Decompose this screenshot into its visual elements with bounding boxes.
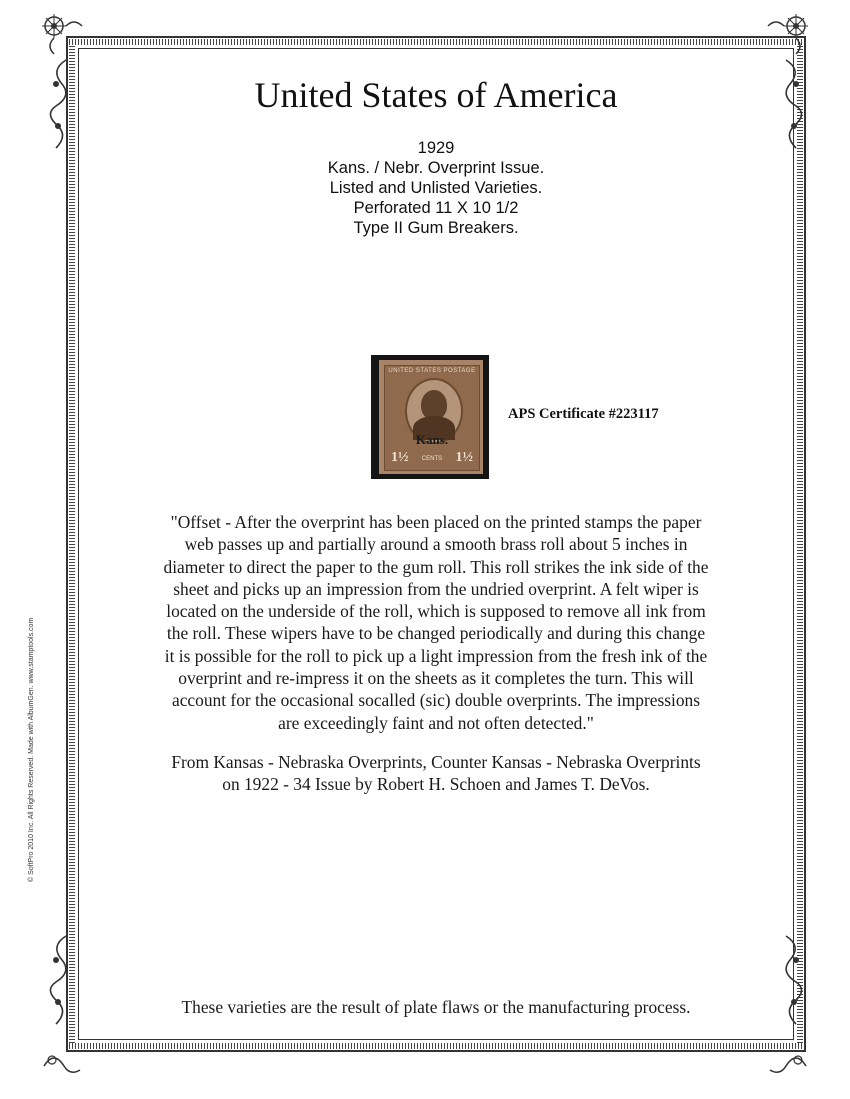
corner-ornament-icon bbox=[40, 12, 86, 58]
certificate-label: APS Certificate #223117 bbox=[508, 406, 659, 422]
issue-perforation: Perforated 11 X 10 1/2 bbox=[353, 199, 519, 217]
scroll-ornament-icon bbox=[778, 932, 808, 1042]
footer-note: These varieties are the result of plate flaws or the manufacturing process. bbox=[181, 997, 691, 1017]
stamp-mount bbox=[371, 355, 489, 479]
stamp-overprint: Kans. bbox=[415, 432, 449, 447]
page-title: United States of America bbox=[254, 75, 618, 115]
corner-ornament-icon bbox=[764, 12, 810, 58]
issue-name: Kans. / Nebr. Overprint Issue. bbox=[327, 159, 545, 177]
scroll-ornament-icon bbox=[44, 932, 74, 1042]
corner-ornament-icon bbox=[764, 1036, 810, 1082]
quote-line: account for the occasional socalled (sic) double overprints. The impressions bbox=[171, 690, 700, 711]
issue-description bbox=[236, 138, 636, 238]
issue-varieties: Listed and Unlisted Varieties. bbox=[329, 179, 543, 197]
stamp-image bbox=[379, 360, 483, 474]
stamp-value-right: 1½ bbox=[455, 450, 473, 465]
quote-line: located on the underside of the roll, which is supposed to remove all ink from bbox=[166, 601, 706, 622]
issue-year: 1929 bbox=[417, 139, 455, 157]
stamp-cents-label: CENTS bbox=[421, 456, 443, 462]
offset-quote bbox=[118, 511, 754, 734]
quote-line: sheet and picks up an impression from the undried overprint. A felt wiper is bbox=[173, 578, 699, 599]
quote-line: it is possible for the roll to pick up a light impression from the fresh ink of the bbox=[164, 645, 708, 666]
quote-line: are exceedingly faint and not often detected." bbox=[278, 712, 594, 733]
issue-type: Type II Gum Breakers. bbox=[353, 219, 519, 237]
source-line: on 1922 - 34 Issue by Robert H. Schoen and James T. DeVos. bbox=[222, 774, 650, 795]
stamp-design bbox=[384, 365, 480, 471]
quote-line: web passes up and partially around a smooth brass roll about 5 inches in bbox=[184, 534, 688, 555]
corner-ornament-icon bbox=[40, 1036, 86, 1082]
quote-line: diameter to direct the paper to the gum roll. This roll strikes the ink side of the bbox=[163, 556, 709, 577]
source-line: From Kansas - Nebraska Overprints, Counter Kansas - Nebraska Overprints bbox=[171, 752, 701, 772]
stamp-header-text: UNITED STATES POSTAGE bbox=[388, 368, 476, 374]
source-citation bbox=[118, 751, 754, 796]
quote-line: overprint and re-impress it on the sheets as it completes the turn. This will bbox=[178, 668, 694, 689]
quote-line: the roll. These wipers have to be changed periodically and during this change bbox=[166, 623, 706, 644]
copyright-notice: © SoftPro 2010 Inc. All Rights Reserved. Made with AlbumGen. www.stamptools.com bbox=[28, 617, 35, 882]
stamp-value-left: 1½ bbox=[391, 450, 409, 465]
quote-line: "Offset - After the overprint has been placed on the printed stamps the paper bbox=[170, 512, 702, 532]
